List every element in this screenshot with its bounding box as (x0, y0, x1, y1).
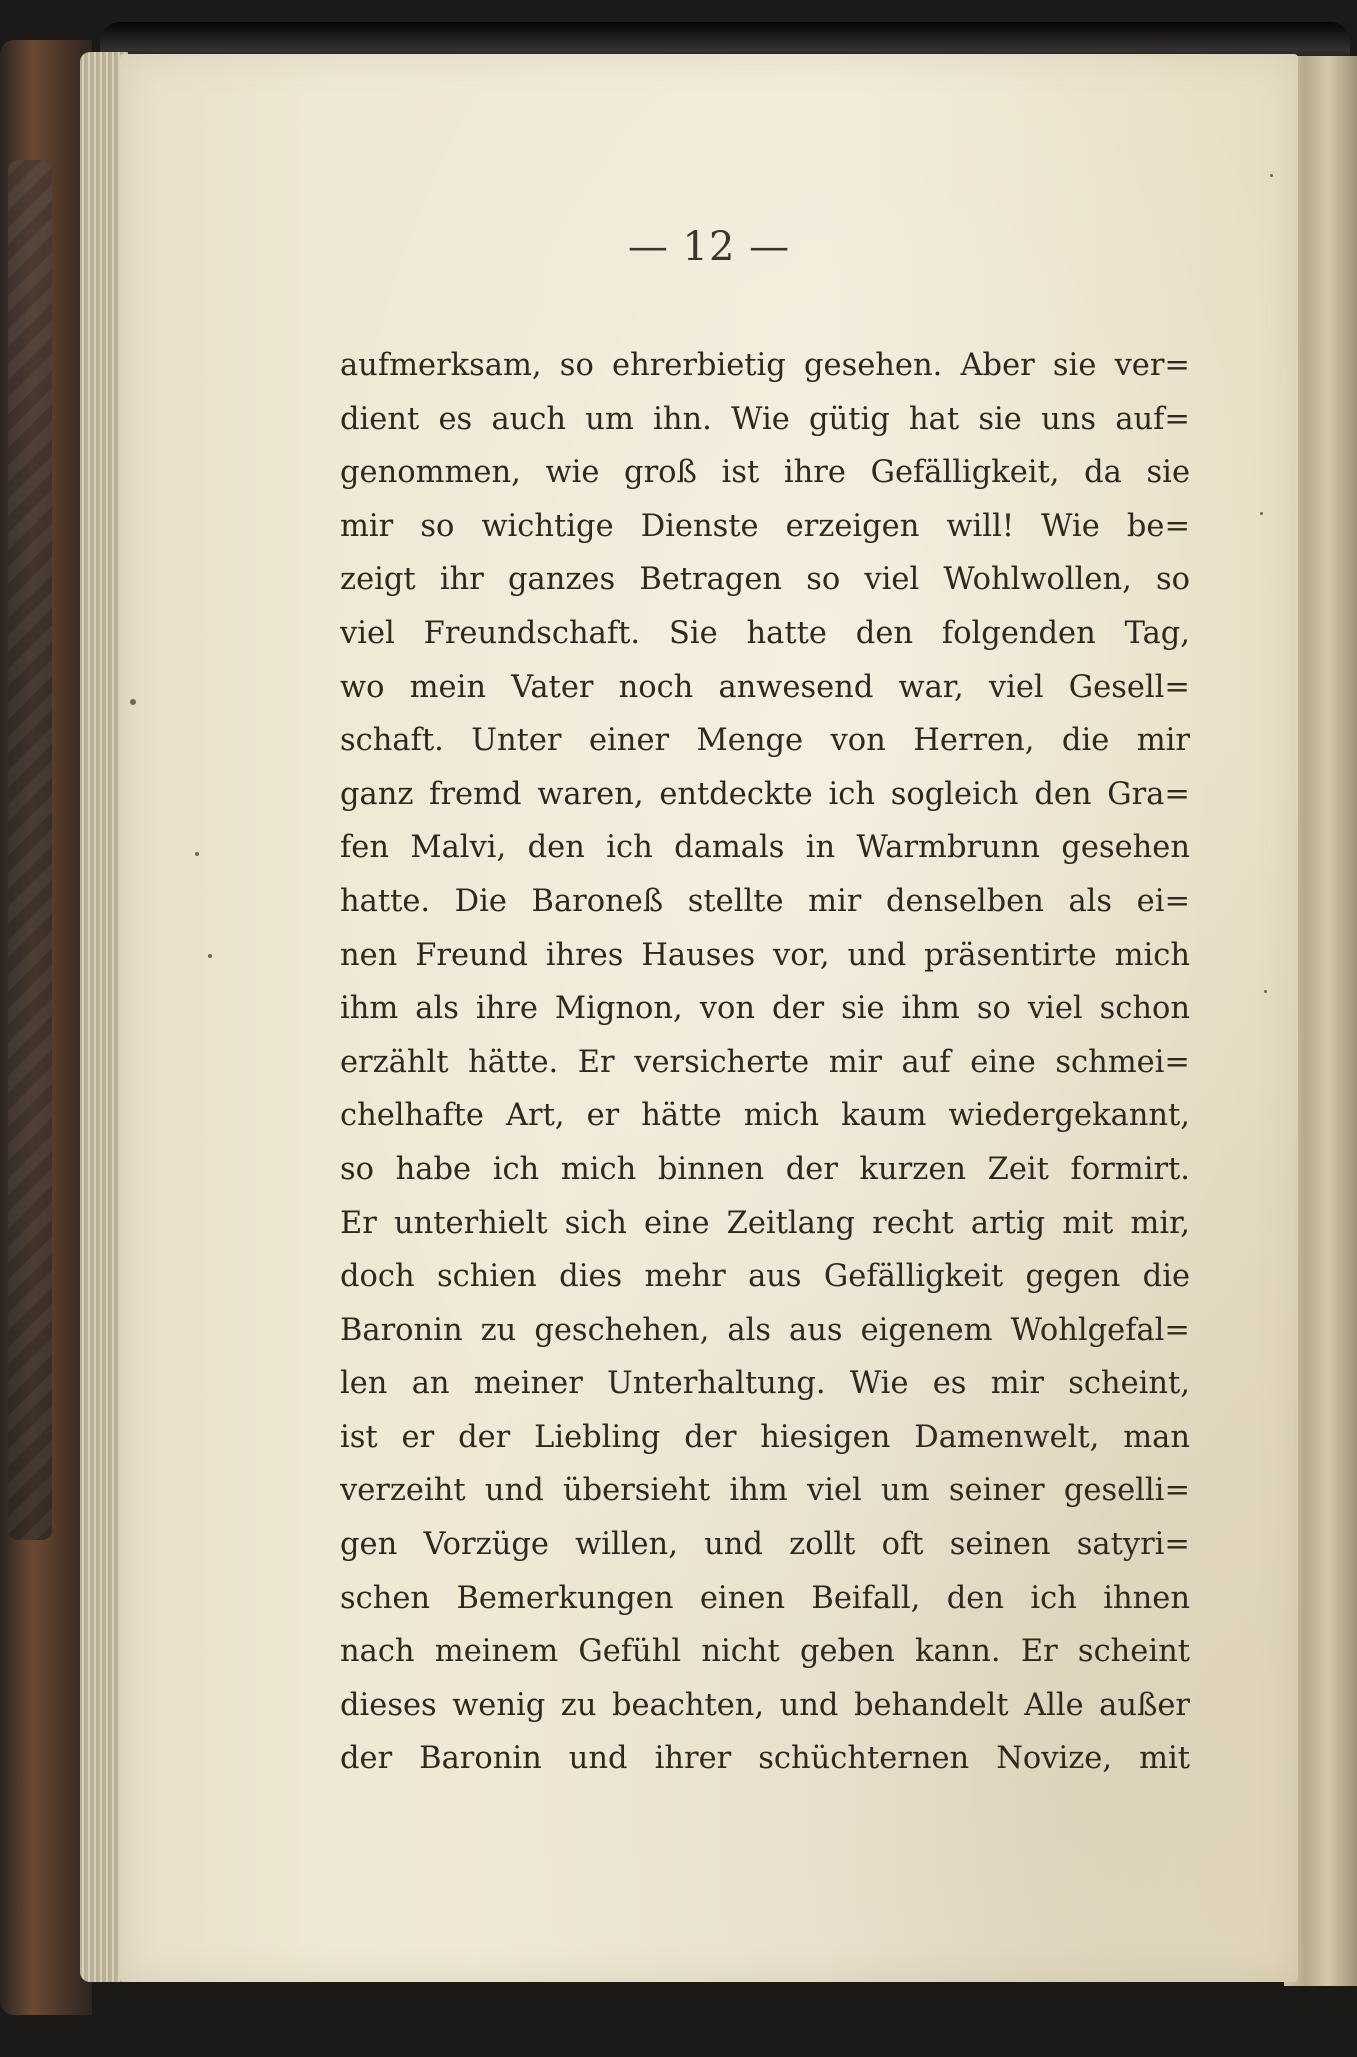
text-line: chelhafte Art, er hätte mich kaum wiedergekannt, (340, 1098, 1190, 1134)
paper-speck (1260, 512, 1263, 515)
text-line: len an meiner Unterhaltung. Wie es mir scheint, (340, 1366, 1190, 1402)
paper-speck (1264, 990, 1267, 993)
text-line: dient es auch um ihn. Wie gütig hat sie uns auf= (340, 401, 1190, 437)
text-line: aufmerksam, so ehrerbietig gesehen. Aber sie ver= (340, 348, 1190, 383)
text-line: so habe ich mich binnen der kurzen Zeit formirt. (340, 1151, 1190, 1187)
text-line: ist er der Liebling der hiesigen Damenwelt, man (340, 1419, 1190, 1455)
paper-speck (1270, 174, 1273, 177)
book-cover-left (0, 40, 92, 2015)
text-line: nach meinem Gefühl nicht geben kann. Er scheint (340, 1634, 1190, 1670)
text-line: erzählt hätte. Er versicherte mir auf eine schmei= (340, 1044, 1190, 1080)
body-text (340, 339, 1190, 1786)
paper-speck (208, 954, 212, 958)
text-line: nen Freund ihres Hauses vor, und präsentirte mich (340, 937, 1190, 973)
text-line: der Baronin und ihrer schüchternen Novize, mit (340, 1741, 1190, 1777)
text-line: wo mein Vater noch anwesend war, viel Gesell= (340, 669, 1190, 705)
text-line: hatte. Die Baroneß stellte mir denselben als ei= (340, 883, 1190, 919)
text-line: doch schien dies mehr aus Gefälligkeit gegen die (340, 1259, 1190, 1295)
text-line: zeigt ihr ganzes Betragen so viel Wohlwollen, so (340, 562, 1190, 598)
text-line: Baronin zu geschehen, als aus eigenem Wohlgefal= (340, 1312, 1190, 1348)
text-line: schaft. Unter einer Menge von Herren, die mir (340, 723, 1190, 759)
text-line: verzeiht und übersieht ihm viel um seiner geselli= (340, 1473, 1190, 1509)
book-page (120, 54, 1298, 1982)
text-line: viel Freundschaft. Sie hatte den folgenden Tag, (340, 615, 1190, 651)
text-line: genommen, wie groß ist ihre Gefälligkeit, da sie (340, 455, 1190, 491)
text-line: ganz fremd waren, entdeckte ich sogleich den Gra= (340, 776, 1190, 812)
text-line: mir so wichtige Dienste erzeigen will! Wie be= (340, 508, 1190, 544)
text-line: schen Bemerkungen einen Beifall, den ich ihnen (340, 1580, 1190, 1616)
text-line: Er unterhielt sich eine Zeitlang recht artig mit mir, (340, 1205, 1190, 1241)
page-number: — 12 — (627, 224, 791, 270)
text-line: gen Vorzüge willen, und zollt oft seinen satyri= (340, 1527, 1190, 1563)
text-line: fen Malvi, den ich damals in Warmbrunn gesehen (340, 830, 1190, 866)
text-line: ihm als ihre Mignon, von der sie ihm so viel schon (340, 991, 1190, 1027)
paper-speck (195, 852, 199, 856)
text-line: dieses wenig zu beachten, und behandelt Alle außer (340, 1687, 1190, 1723)
paper-speck (130, 699, 136, 705)
